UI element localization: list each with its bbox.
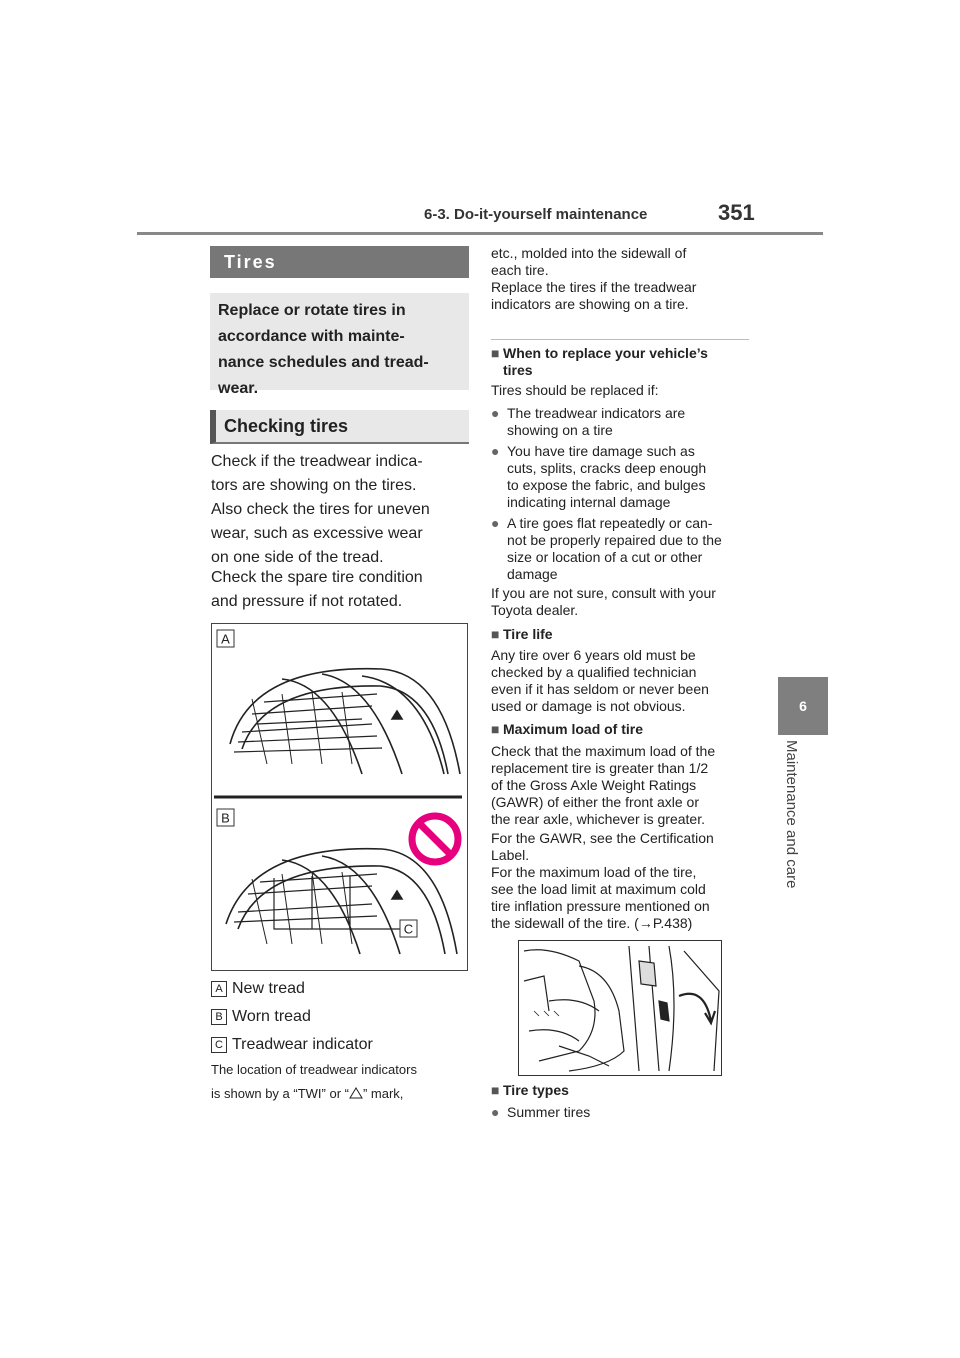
heading-line: tires xyxy=(503,362,533,378)
bullet-dot-icon: ● xyxy=(491,405,500,421)
bullet-line: The treadwear indicators are xyxy=(507,405,686,421)
page-number: 351 xyxy=(718,200,755,225)
tires-banner xyxy=(210,246,469,278)
max-load-text xyxy=(491,743,749,828)
legend-letter: C xyxy=(211,1037,227,1053)
when-intro: Tires should be replaced if: xyxy=(491,382,659,398)
bullet-line: to expose the fabric, and bulges xyxy=(507,477,706,493)
square-bullet-icon: ■ xyxy=(491,1082,500,1098)
square-bullet-icon: ■ xyxy=(491,721,500,737)
page-ref-link[interactable]: P.438) xyxy=(652,915,693,931)
bullet-line: You have tire damage such as xyxy=(507,443,695,459)
when-replace-heading xyxy=(491,345,749,379)
bullet-line: A tire goes flat repeatedly or can- xyxy=(507,515,713,531)
legend-letter: B xyxy=(211,1009,227,1025)
legend-text: Treadwear indicator xyxy=(232,1036,373,1053)
load-line: replacement tire is greater than 1/2 xyxy=(491,760,709,776)
when-bullet-1 xyxy=(491,405,749,439)
para-line: Check the spare tire condition xyxy=(211,569,423,586)
intro-box xyxy=(210,293,469,397)
note-line-2 xyxy=(211,1082,476,1106)
legend-item-a xyxy=(211,979,305,999)
bullet-text: Summer tires xyxy=(507,1104,591,1120)
legend-item-b xyxy=(211,1007,311,1027)
tire-life-text xyxy=(491,647,749,715)
gawr-last-pre: the sidewall of the tire. ( xyxy=(491,915,639,931)
bullet-dot-icon: ● xyxy=(491,1104,500,1120)
legend-letter: A xyxy=(211,981,227,997)
label-a: A xyxy=(221,631,230,647)
square-bullet-icon: ■ xyxy=(491,626,500,642)
para-line: Check if the treadwear indica- xyxy=(211,453,423,470)
gawr-text xyxy=(491,830,749,932)
checking-paragraph-1 xyxy=(211,450,473,570)
gawr-line: For the maximum load of the tire, xyxy=(491,864,697,880)
legend-text: New tread xyxy=(232,980,305,997)
worn-tire-drawing xyxy=(226,849,457,954)
legend-text: Worn tread xyxy=(232,1008,311,1025)
load-line: Check that the maximum load of the xyxy=(491,743,716,759)
header-rule xyxy=(137,232,823,235)
para-line: on one side of the tread. xyxy=(211,549,384,566)
intro-line: nance schedules and tread- xyxy=(218,354,429,371)
cont-line: indicators are showing on a tire. xyxy=(491,296,689,312)
gawr-last-line xyxy=(491,915,749,932)
prohibited-icon xyxy=(412,816,458,862)
chapter-tab[interactable]: 6 xyxy=(778,677,828,735)
triangle-icon xyxy=(349,1087,363,1099)
tire-types-heading-text: Tire types xyxy=(503,1082,569,1098)
life-line: Any tire over 6 years old must be xyxy=(491,647,696,663)
para-line: wear, such as excessive wear xyxy=(211,525,423,542)
cont-line: Replace the tires if the treadwear xyxy=(491,279,697,295)
treadwear-figure xyxy=(211,623,468,971)
cont-line: each tire. xyxy=(491,262,549,278)
bullet-line: not be properly repaired due to the xyxy=(507,532,722,548)
intro-line: accordance with mainte- xyxy=(218,328,405,345)
checking-paragraph-2 xyxy=(211,566,473,614)
note-line-pre: is shown by a “TWI” or “ xyxy=(211,1086,349,1101)
load-line: the rear axle, whichever is greater. xyxy=(491,811,705,827)
chapter-label-text: Maintenance and care xyxy=(783,740,800,889)
gawr-line: For the GAWR, see the Certification xyxy=(491,830,714,846)
when-bullet-2 xyxy=(491,443,749,511)
gawr-line: tire inflation pressure mentioned on xyxy=(491,898,710,914)
certification-label-photo xyxy=(518,940,722,1076)
max-load-heading xyxy=(491,721,749,738)
bullet-line: cuts, splits, cracks deep enough xyxy=(507,460,707,476)
heading-line: When to replace your vehicle’s xyxy=(503,345,708,361)
bullet-line: size or location of a cut or other xyxy=(507,549,703,565)
new-tire-drawing xyxy=(230,669,460,774)
chapter-label xyxy=(775,740,805,920)
section-title: 6-3. Do-it-yourself maintenance xyxy=(424,206,648,223)
tires-banner-title: Tires xyxy=(224,251,277,272)
outro-line: Toyota dealer. xyxy=(491,602,579,618)
note-line-post: ” mark, xyxy=(362,1086,404,1101)
life-line: checked by a qualified technician xyxy=(491,664,697,680)
bullet-line: showing on a tire xyxy=(507,422,613,438)
max-load-heading-text: Maximum load of tire xyxy=(503,721,644,737)
continued-text xyxy=(491,245,749,313)
gawr-line: see the load limit at maximum cold xyxy=(491,881,706,897)
para-line: and pressure if not rotated. xyxy=(211,593,403,610)
tire-life-heading-text: Tire life xyxy=(503,626,553,642)
tire-types-heading xyxy=(491,1082,749,1099)
bullet-dot-icon: ● xyxy=(491,515,500,531)
cont-line: etc., molded into the sidewall of xyxy=(491,245,687,261)
checking-tires-heading-text: Checking tires xyxy=(224,415,349,436)
gawr-line: Label. xyxy=(491,847,530,863)
load-line: (GAWR) of either the front axle or xyxy=(491,794,699,810)
bullet-line: indicating internal damage xyxy=(507,494,671,510)
arrow-right-icon: → xyxy=(638,915,653,931)
intro-line: Replace or rotate tires in xyxy=(218,302,406,319)
outro-line: If you are not sure, consult with your xyxy=(491,585,716,601)
label-b: B xyxy=(221,810,230,826)
intro-line: wear. xyxy=(218,380,259,397)
legend-item-c xyxy=(211,1035,373,1055)
load-line: of the Gross Axle Weight Ratings xyxy=(491,777,697,793)
bullet-dot-icon: ● xyxy=(491,443,500,459)
label-c: C xyxy=(403,921,414,937)
life-line: even if it has seldom or never been xyxy=(491,681,709,697)
note-line: The location of treadwear indicators xyxy=(211,1062,417,1077)
treadwear-note xyxy=(211,1058,476,1106)
bullet-line: damage xyxy=(507,566,558,582)
when-bullet-3 xyxy=(491,515,749,583)
para-line: Also check the tires for uneven xyxy=(211,501,430,518)
checking-tires-heading xyxy=(210,410,469,444)
para-line: tors are showing on the tires. xyxy=(211,477,417,494)
tire-life-heading xyxy=(491,626,749,643)
life-line: used or damage is not obvious. xyxy=(491,698,686,714)
section-divider xyxy=(491,339,749,340)
tire-illustration xyxy=(212,624,467,970)
door-jamb-illustration xyxy=(519,941,721,1075)
tire-types-bullet-1 xyxy=(491,1104,749,1121)
when-outro xyxy=(491,585,749,619)
square-bullet-icon: ■ xyxy=(491,345,500,361)
